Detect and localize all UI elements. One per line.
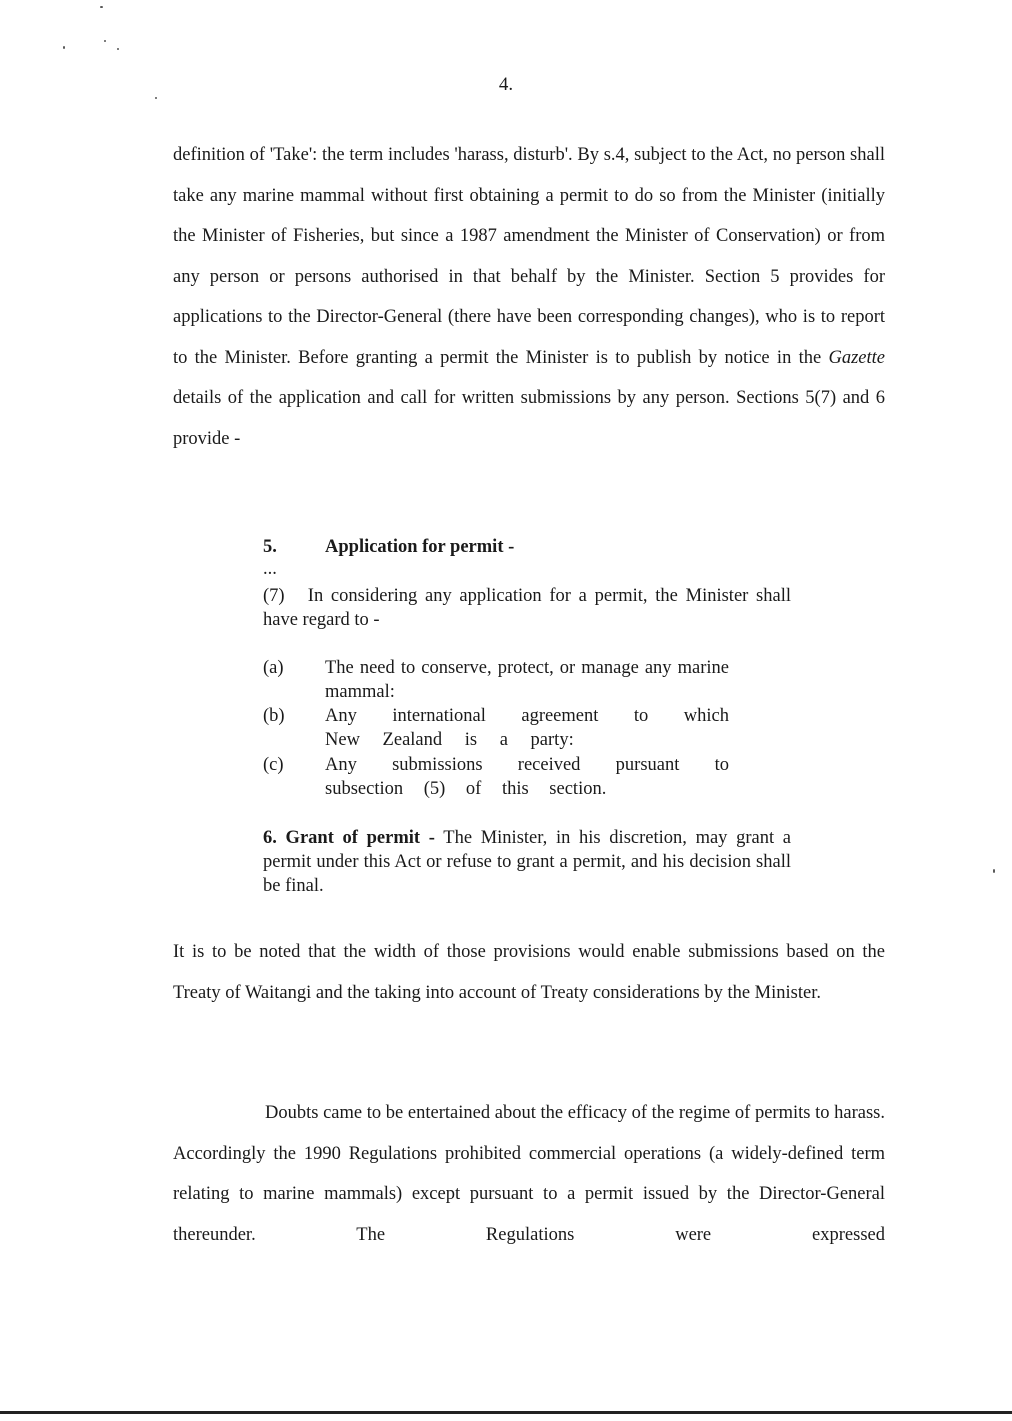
- scan-speck: [155, 97, 157, 99]
- scan-speck: [993, 869, 995, 873]
- paragraph-text: Doubts came to be entertained about the efficacy of the regime of permits to harass. Accordingly the 1990 Regulations prohibited commercial operations (a widely-defined term relating to marine mammals) except pursuant to a permit issued by the Director-General thereunder. The Regulations were expressed: [173, 1103, 885, 1245]
- omission-ellipsis: ...: [263, 559, 277, 579]
- scan-speck: [117, 48, 119, 50]
- item-label: (b): [263, 706, 285, 726]
- paragraph-text: definition of 'Take': the term includes 'harass, disturb'. By s.4, subject to the Act, no person shall take any marine mammal without first obtaining a permit to do so from the Minister (initially the Minister of Fisheries, but since a 1987 amendment the Minister of Conservation) or from any person or persons authorised in that behalf by the Minister. Section 5 provides for applications to the Director-General (there have been corresponding changes), who is to report to the Minister. Before granting a permit the Minister is to publish by notice in the: [173, 145, 885, 368]
- item-text: Any international agreement to which New Zealand is a party:: [325, 706, 729, 750]
- item-text: Any submissions received pursuant to subsection (5) of this section.: [325, 755, 729, 799]
- scan-speck: [104, 40, 106, 42]
- page-number: 4.: [498, 74, 514, 95]
- section-5-heading: [263, 535, 791, 559]
- item-label: (a): [263, 658, 284, 678]
- section-6: [263, 826, 791, 898]
- statute-quote: [263, 535, 796, 905]
- scan-speck: [63, 46, 65, 49]
- paragraph-text-end: details of the application and call for written submissions by any person. Sections 5(7) and 6 provide -: [173, 388, 885, 449]
- scan-speck: [100, 6, 103, 8]
- bottom-rule: [0, 1411, 1012, 1414]
- subsection-7: (7) In considering any application for a permit, the Minister shall have regard to -: [263, 586, 796, 630]
- paragraph-treaty-note: It is to be noted that the width of those provisions would enable submissions based on the Treaty of Waitangi and the taking into account of Treaty considerations by the Minister.: [173, 942, 885, 1003]
- section-5-title: Application for permit -: [325, 537, 515, 557]
- section-5-number: 5.: [263, 537, 277, 557]
- section-6-text: The Minister, in his discretion, may grant a permit under this Act or refuse to grant a permit, and his decision shall be final.: [263, 828, 792, 896]
- section-6-title: 6. Grant of permit -: [263, 828, 435, 848]
- item-label: (c): [263, 755, 284, 775]
- paragraph-doubts: [173, 1093, 885, 1255]
- paragraph-take-definition: [173, 135, 885, 459]
- gazette-italic: Gazette: [828, 347, 886, 368]
- item-text: The need to conserve, protect, or manage any marine mammal:: [325, 658, 729, 702]
